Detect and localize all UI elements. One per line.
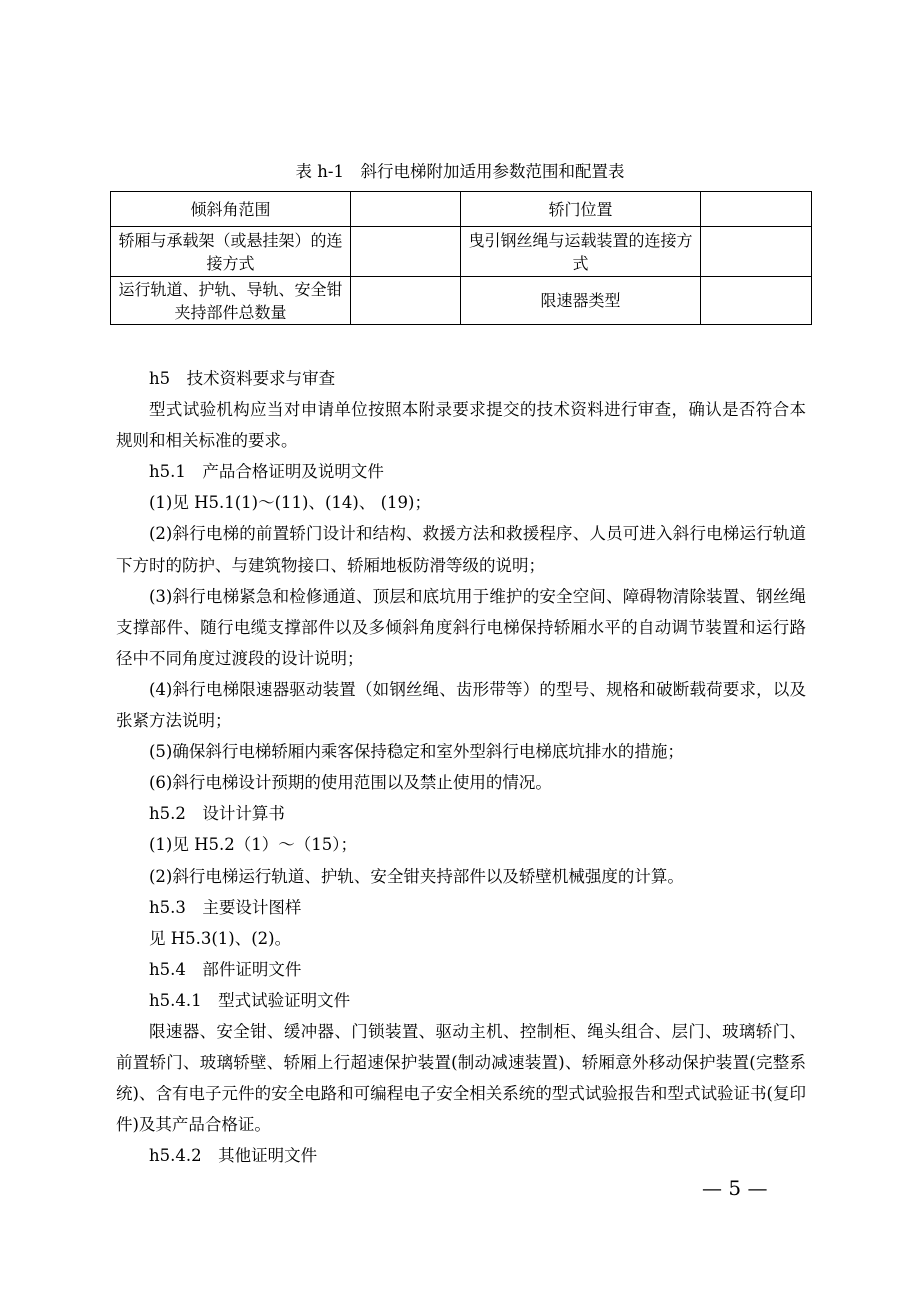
table-cell: 轿厢与承载架（或悬挂架）的连接方式	[111, 227, 351, 277]
section-heading: h5.4.2 其他证明文件	[149, 1146, 318, 1166]
paragraph: 型式试验机构应当对申请单位按照本附录要求提交的技术资料进行审查，确认是否符合本规则和相关标准的要求。	[116, 400, 806, 451]
list-item: (5)确保斜行电梯轿厢内乘客保持稳定和室外型斜行电梯底坑排水的措施；	[149, 742, 684, 762]
parameter-table	[110, 191, 812, 325]
list-item: (1)见 H5.2（1）～（15）；	[149, 835, 357, 855]
list-item: (1)见 H5.1(1)～(11)、(14)、 (19)；	[149, 493, 431, 513]
section-heading: h5.3 主要设计图样	[149, 897, 302, 917]
table-cell: 运行轨道、护轨、导轨、安全钳夹持部件总数量	[111, 277, 351, 325]
paragraph: 限速器、安全钳、缓冲器、门锁装置、驱动主机、控制柜、绳头组合、层门、玻璃轿门、前置轿门、玻璃轿壁、轿厢上行超速保护装置(制动减速装置)、轿厢意外移动保护装置(完整系统)、含有电子元件的安全电路和可编程电子安全相关系统的型式试验报告和型式试验证书(复印件)及其产品合格证。	[116, 1021, 806, 1135]
table-cell: 限速器类型	[461, 277, 701, 325]
page-number: — 5 —	[702, 1176, 768, 1200]
section-heading: h5.4.1 型式试验证明文件	[149, 990, 351, 1010]
section-heading: h5 技术资料要求与审查	[149, 369, 336, 388]
table-cell	[701, 277, 812, 325]
table-cell	[351, 227, 461, 277]
body-text	[116, 363, 806, 1171]
list-item: (2)斜行电梯运行轨道、护轨、安全钳夹持部件以及轿壁机械强度的计算。	[149, 866, 684, 886]
table-cell	[351, 192, 461, 227]
table-row	[111, 227, 812, 277]
paragraph: 见 H5.3(1)、(2)。	[149, 928, 292, 948]
table-cell	[351, 277, 461, 325]
table-cell: 曳引钢丝绳与运载装置的连接方式	[461, 227, 701, 277]
section-heading: h5.4 部件证明文件	[149, 959, 302, 979]
table-cell: 倾斜角范围	[111, 192, 351, 227]
table-cell	[701, 192, 812, 227]
list-item: (6)斜行电梯设计预期的使用范围以及禁止使用的情况。	[149, 773, 552, 793]
table-cell	[701, 227, 812, 277]
section-heading: h5.1 产品合格证明及说明文件	[149, 462, 384, 482]
list-item: (4)斜行电梯限速器驱动装置（如钢丝绳、齿形带等）的型号、规格和破断载荷要求，以及张紧方法说明；	[116, 679, 806, 731]
section-heading: h5.2 设计计算书	[149, 804, 285, 824]
table-caption: 表 h-1 斜行电梯附加适用参数范围和配置表	[295, 162, 625, 181]
table-row	[111, 192, 812, 227]
list-item: (3)斜行电梯紧急和检修通道、顶层和底坑用于维护的安全空间、障碍物清除装置、钢丝绳支撑部件、随行电缆支撑部件以及多倾斜角度斜行电梯保持轿厢水平的自动调节装置和运行路径中不同角度过渡段的设计说明；	[116, 586, 806, 668]
list-item: (2)斜行电梯的前置轿门设计和结构、救援方法和救援程序、人员可进入斜行电梯运行轨道下方时的防护、与建筑物接口、轿厢地板防滑等级的说明；	[116, 524, 806, 575]
table-cell: 轿门位置	[461, 192, 701, 227]
table-row	[111, 277, 812, 325]
